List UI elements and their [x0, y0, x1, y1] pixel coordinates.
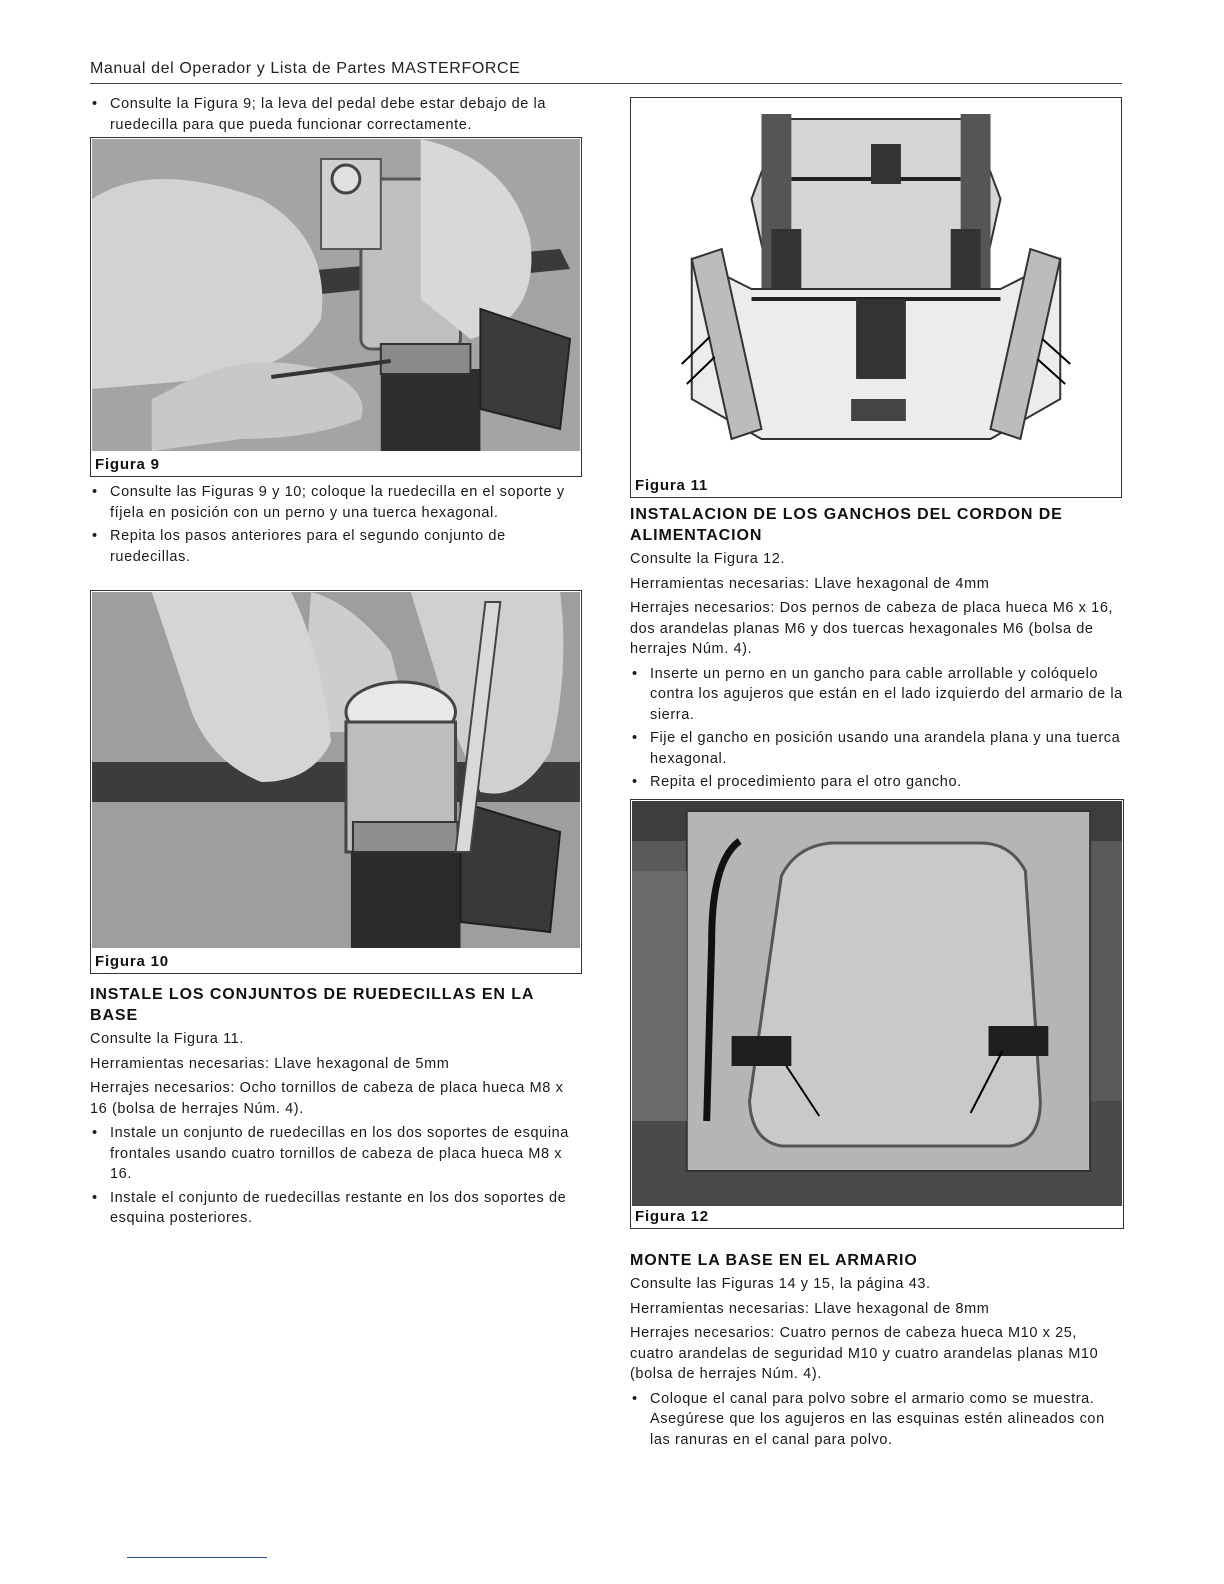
left-mid-steps — [90, 482, 582, 570]
hardware-text: Herrajes necesarios: Dos pernos de cabeza de placa hueca M6 x 16, dos arandelas planas M6 y dos tuercas hexagonales M6 (bolsa de herrajes Núm. 4). — [630, 600, 1114, 657]
left-section-casters — [90, 984, 582, 1232]
figure-10-photo — [92, 592, 580, 948]
list-item: • Repita los pasos anteriores para el segundo conjunto de ruedecillas. — [90, 526, 582, 567]
list-item: • Consulte las Figuras 9 y 10; coloque la ruedecilla en el soporte y fíjela en posición con un perno y una tuerca hexagonal. — [90, 482, 582, 523]
hardware-text: Herrajes necesarios: Cuatro pernos de cabeza hueca M10 x 25, cuatro arandelas de seguridad M10 y cuatro arandelas planas M10 (bolsa de herrajes Núm. 4). — [630, 1325, 1099, 1382]
figure-9 — [90, 137, 582, 477]
figure-9-caption: Figura 9 — [95, 456, 160, 473]
left-intro — [90, 94, 582, 138]
list-item: • Repita el procedimiento para el otro gancho. — [630, 772, 1124, 793]
figure-10-caption: Figura 10 — [95, 953, 169, 970]
list-item: • Consulte la Figura 9; la leva del pedal debe estar debajo de la ruedecilla para que pueda funcionar correctamente. — [90, 94, 582, 135]
section-title: INSTALE LOS CONJUNTOS DE RUEDECILLAS EN LA BASE — [90, 986, 534, 1024]
header-divider — [90, 83, 1122, 84]
section-title: MONTE LA BASE EN EL ARMARIO — [630, 1252, 918, 1269]
figure-9-photo — [92, 139, 580, 451]
figure-12-caption: Figura 12 — [635, 1208, 709, 1225]
hardware-text: Herrajes necesarios: Ocho tornillos de cabeza de placa hueca M8 x 16 (bolsa de herrajes Núm. 4). — [90, 1080, 564, 1117]
figure-12-photo — [632, 801, 1122, 1206]
tools-text: Herramientas necesarias: Llave hexagonal de 4mm — [630, 575, 990, 592]
tools-text: Herramientas necesarias: Llave hexagonal de 5mm — [90, 1055, 450, 1072]
list-item: • Coloque el canal para polvo sobre el armario como se muestra. Asegúrese que los agujeros en las esquinas estén alineados con las ranuras en el canal para polvo. — [630, 1389, 1124, 1451]
list-item: • Fije el gancho en posición usando una arandela plana y una tuerca hexagonal. — [630, 728, 1124, 769]
figure-10 — [90, 590, 582, 974]
right-section-mount-base — [630, 1250, 1124, 1453]
consult-text: Consulte la Figura 11. — [90, 1031, 244, 1047]
consult-text: Consulte las Figuras 14 y 15, la página 43. — [630, 1276, 931, 1292]
section-title: INSTALACION DE LOS GANCHOS DEL CORDON DE ALIMENTACION — [630, 506, 1063, 544]
tools-text: Herramientas necesarias: Llave hexagonal de 8mm — [630, 1300, 990, 1317]
consult-text: Consulte la Figura 12. — [630, 551, 786, 567]
figure-12 — [630, 799, 1124, 1229]
list-item: • Instale un conjunto de ruedecillas en los dos soportes de esquina frontales usando cuatro tornillos de cabeza de placa hueca M8 x 16. — [90, 1123, 582, 1185]
figure-11-caption: Figura 11 — [635, 477, 709, 494]
figure-11 — [630, 97, 1122, 498]
list-item: • Inserte un perno en un gancho para cable arrollable y colóquelo contra los agujeros que están en el lado izquierdo del armario de la sierra. — [630, 664, 1124, 726]
right-section-cord-hooks — [630, 504, 1124, 796]
figure-11-photo — [632, 99, 1120, 469]
page-header-title: Manual del Operador y Lista de Partes MASTERFORCE — [90, 60, 521, 77]
footer-divider — [127, 1557, 267, 1558]
list-item: • Instale el conjunto de ruedecillas restante en los dos soportes de esquina posteriores. — [90, 1188, 582, 1229]
